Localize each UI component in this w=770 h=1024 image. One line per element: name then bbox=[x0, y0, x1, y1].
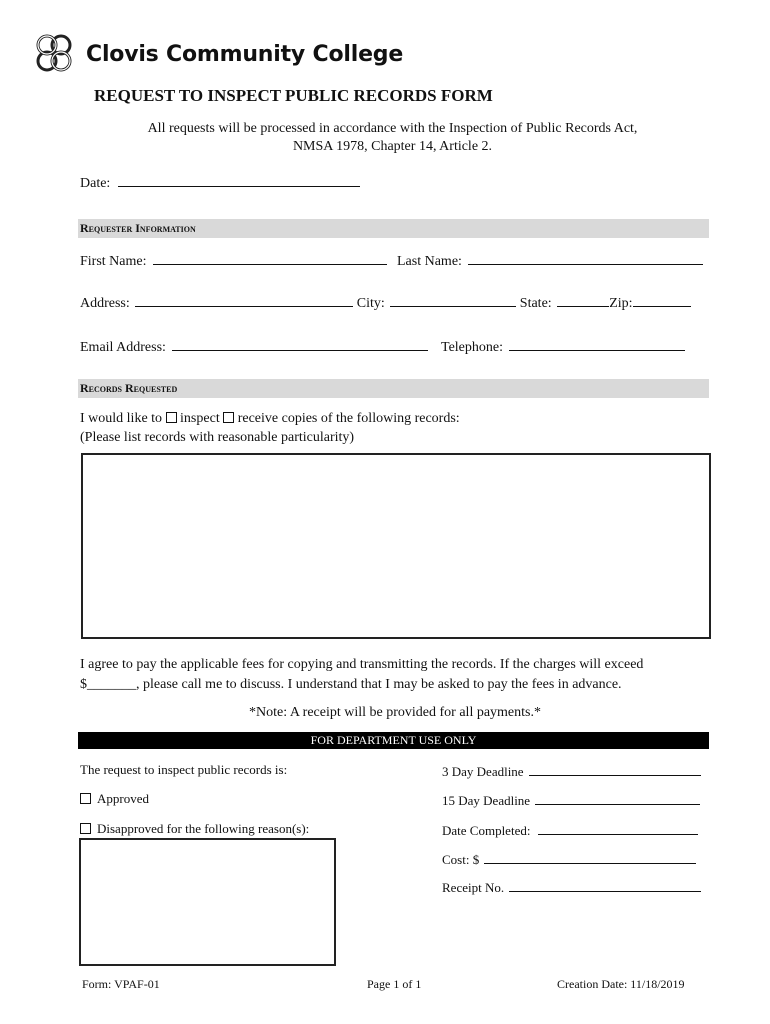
copies-checkbox[interactable] bbox=[223, 412, 234, 423]
address-row bbox=[80, 293, 691, 312]
deadline15-field[interactable] bbox=[535, 791, 700, 805]
celtic-knot-icon bbox=[30, 30, 78, 78]
department-use-header: FOR DEPARTMENT USE ONLY bbox=[78, 732, 709, 749]
approved-label: Approved bbox=[97, 791, 149, 806]
deadline15-label: 15 Day Deadline bbox=[442, 793, 531, 808]
records-textarea[interactable] bbox=[81, 453, 711, 639]
last-name-field[interactable] bbox=[468, 251, 703, 265]
zip-field[interactable] bbox=[633, 293, 691, 307]
subtitle-line-2: NMSA 1978, Chapter 14, Article 2. bbox=[292, 139, 493, 154]
cost-row bbox=[442, 850, 696, 868]
reason-textarea[interactable] bbox=[79, 838, 336, 966]
disapproved-row bbox=[80, 821, 309, 837]
college-header bbox=[30, 30, 403, 78]
receipt-field[interactable] bbox=[509, 878, 701, 892]
approved-row bbox=[80, 791, 149, 807]
receipt-note: *Note: A receipt will be provided for all payments.* bbox=[249, 705, 541, 720]
first-name-row bbox=[80, 251, 387, 270]
copies-label: receive copies of the following records: bbox=[237, 411, 460, 426]
receipt-row bbox=[442, 878, 701, 896]
records-choice-row bbox=[80, 411, 460, 427]
records-section-header: Records Requested bbox=[78, 379, 709, 398]
form-title: REQUEST TO INSPECT PUBLIC RECORDS FORM bbox=[94, 86, 493, 105]
date-completed-field[interactable] bbox=[538, 821, 698, 835]
footer-page: Page 1 of 1 bbox=[367, 977, 422, 991]
email-field[interactable] bbox=[172, 337, 428, 351]
deadline3-row bbox=[442, 762, 701, 780]
address-field[interactable] bbox=[135, 293, 353, 307]
date-label: Date: bbox=[80, 176, 111, 191]
status-label: The request to inspect public records is: bbox=[80, 762, 288, 777]
requester-section-header: Requester Information bbox=[78, 219, 709, 238]
first-name-label: First Name: bbox=[80, 254, 147, 269]
city-field[interactable] bbox=[390, 293, 516, 307]
city-label: City: bbox=[356, 296, 385, 311]
email-row bbox=[80, 337, 428, 356]
last-name-label: Last Name: bbox=[397, 254, 462, 269]
subtitle-line-1: All requests will be processed in accordance with the Inspection of Public Records Act, bbox=[147, 121, 638, 136]
disapproved-checkbox[interactable] bbox=[80, 823, 91, 834]
approved-checkbox[interactable] bbox=[80, 793, 91, 804]
state-field[interactable] bbox=[557, 293, 609, 307]
fees-line-1: I agree to pay the applicable fees for copying and transmitting the records. If the charges will exceed bbox=[80, 657, 644, 672]
deadline3-field[interactable] bbox=[529, 762, 701, 776]
email-label: Email Address: bbox=[80, 340, 166, 355]
form-subtitle bbox=[80, 120, 705, 156]
cost-field[interactable] bbox=[484, 850, 696, 864]
last-name-row bbox=[397, 251, 703, 270]
date-completed-label: Date Completed: bbox=[442, 823, 531, 838]
telephone-row bbox=[441, 337, 685, 356]
disapproved-label: Disapproved for the following reason(s): bbox=[97, 821, 310, 836]
footer-form-id: Form: VPAF-01 bbox=[82, 977, 160, 991]
fees-line-2: $_______, please call me to discuss. I understand that I may be asked to pay the fees in advance. bbox=[80, 677, 622, 692]
deadline15-row bbox=[442, 791, 700, 809]
records-instruction: (Please list records with reasonable particularity) bbox=[80, 430, 355, 445]
telephone-field[interactable] bbox=[509, 337, 685, 351]
state-label: State: bbox=[519, 296, 552, 311]
first-name-field[interactable] bbox=[153, 251, 387, 265]
address-label: Address: bbox=[80, 296, 130, 311]
zip-label: Zip: bbox=[609, 296, 633, 311]
cost-label: Cost: $ bbox=[442, 852, 480, 867]
inspect-checkbox[interactable] bbox=[166, 412, 177, 423]
receipt-label: Receipt No. bbox=[442, 880, 505, 895]
deadline3-label: 3 Day Deadline bbox=[442, 764, 524, 779]
date-completed-row bbox=[442, 821, 698, 839]
inspect-label: inspect bbox=[180, 411, 220, 426]
telephone-label: Telephone: bbox=[441, 340, 503, 355]
date-field[interactable] bbox=[118, 173, 360, 187]
footer-creation-date: Creation Date: 11/18/2019 bbox=[557, 977, 685, 991]
fees-paragraph bbox=[80, 655, 643, 695]
records-intro: I would like to bbox=[80, 411, 163, 426]
date-row bbox=[80, 173, 360, 192]
college-name: Clovis Community College bbox=[86, 41, 404, 67]
